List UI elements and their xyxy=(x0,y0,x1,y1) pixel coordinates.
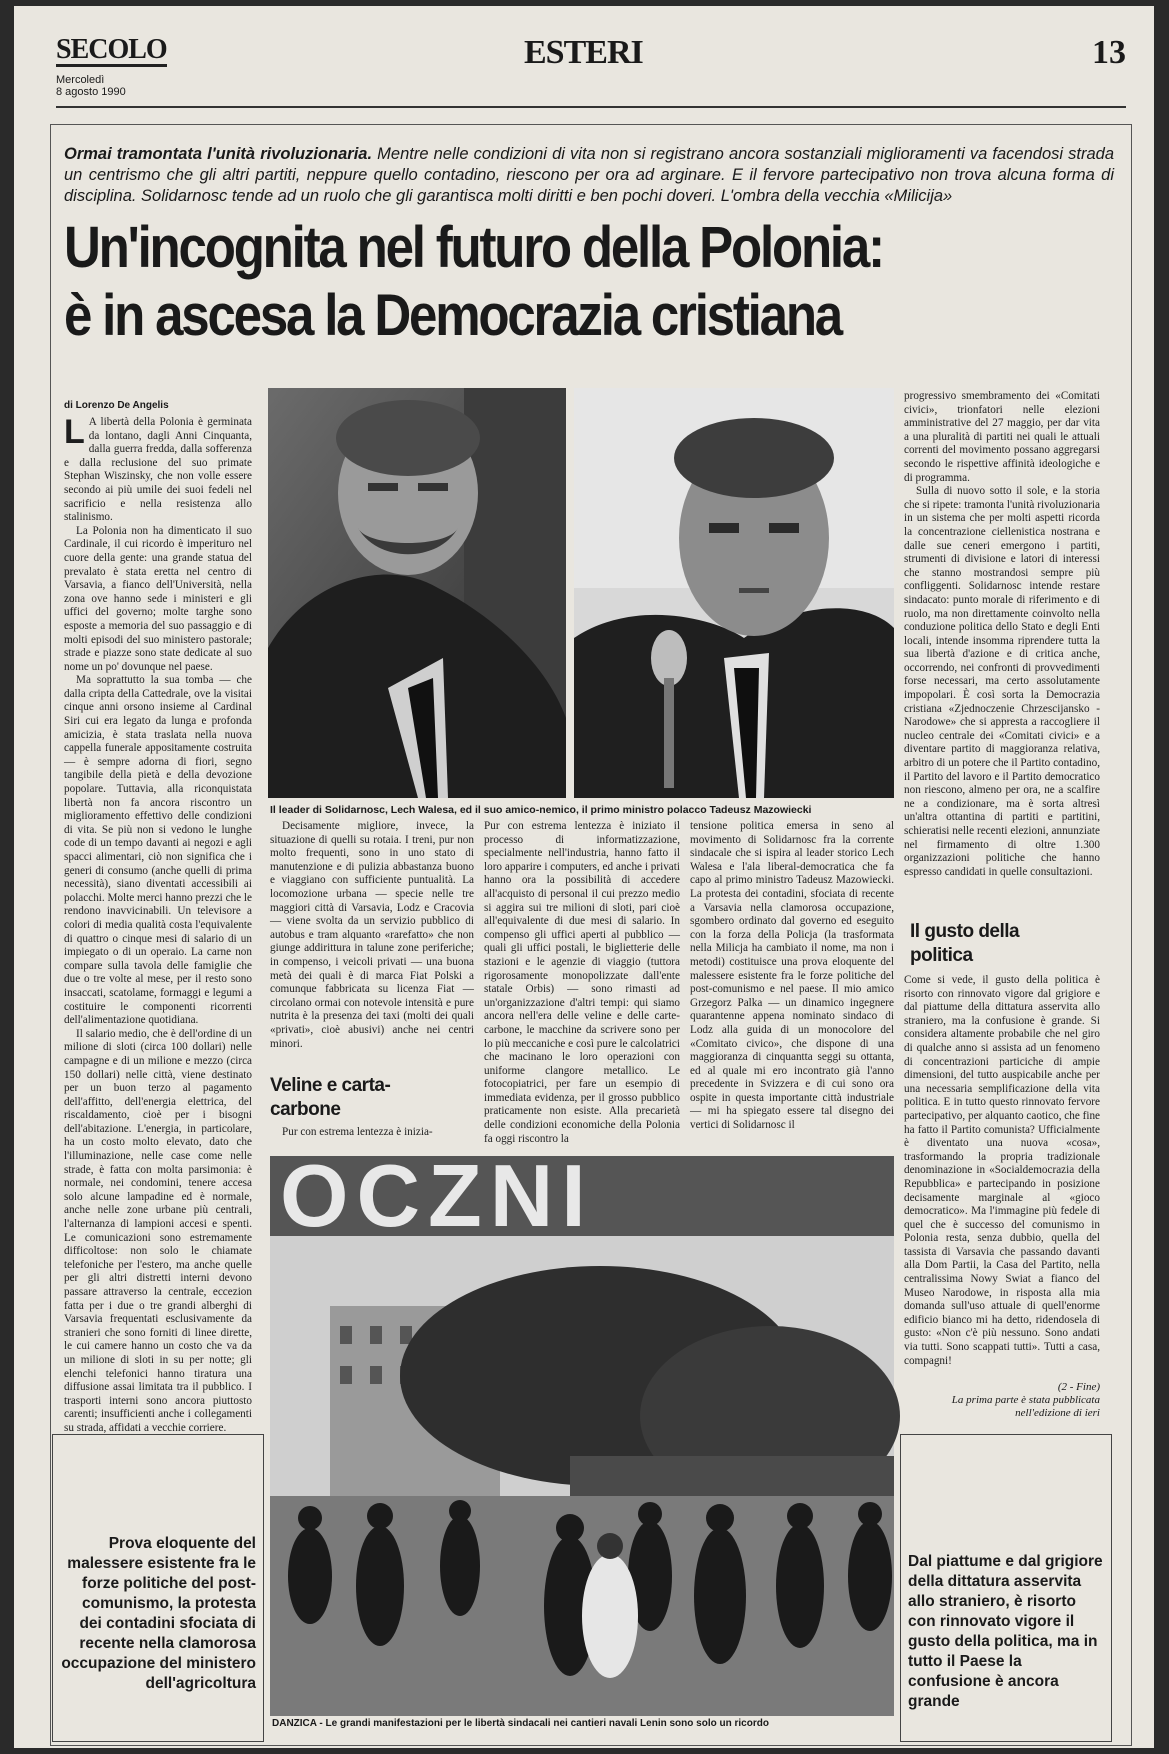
dropcap: L xyxy=(64,413,85,451)
masthead xyxy=(56,30,1126,110)
column-2-tail-start: Pur con estrema lentezza è inizia- xyxy=(282,1126,433,1138)
column-2b-paragraph: Pur con estrema lentezza è iniziato il processo di informatizzazione, specialmente nell'industria, hanno fatto il loro apparire i computers, ed anche i privati hanno ora la possibilità di accedere all'acquisto di personal il cui prezzo medio si aggira sui tre milioni di sloti, pari cioè all'equivalente di due mesi di salario. In compenso gli uffici aperti al pubblico — quali gli uffici postali, le biglietterie delle stazioni e le agenzie di viaggio (tuttora rigorosamente monopolizzate dall'ente statale Orbis) — sono rimasti ad un'organizzazione d'altri tempi: qui siamo ancora nell'era delle veline e delle carte-carbone, le macchine da scrivere sono per lo più meccaniche e così pure le calcolatrici che macinano le loro operazioni con uniforme clangore metallico. Le fotocopiatrici, per fare un esempio di immediata evidenza, per il grosso pubblico praticamente non esiste. Alla precarietà delle condizioni economiche della Polonia fa oggi riscontro la xyxy=(484,820,680,1145)
newspaper-page xyxy=(14,6,1154,1748)
article-column-1 xyxy=(64,413,252,1434)
column-3-paragraph: tensione politica emersa in seno al movimento di Solidarnosc fra la corrente sindacale che si ispira al leader storico Lech Walesa e l'ala liberal-democratica che fa capo al primo ministro Tadeusz Mazowiecki. La protesta dei contadini, sfociata di recente a Varsavia nella clamorosa occupazione, sgombero ordinato dal governo ed eseguito con la forza della Policja (la trasformata nella Milicja ha cambiato il nome, ma non i metodi) costituisce una prova eloquente del malessere esistente fra le forze politiche del post-comunismo e nel paese. Il mio amico Grzegorz Palka — un dinamico ingegnere quarantenne appena nominato sindaco di Lodz alla guida di un monocolore del «Comitato civico», che dispone di una maggioranza di cinquantta seggi su ottanta, ed al quale mi ero incontrato già l'anno precedente in Svizzera e di cui sono ora ospite in questa importante città industriale — mi ha spiegato essere tal disegno dei vertici di Solidarnosc il xyxy=(690,820,894,1132)
column-4-paragraph-2: Sulla di nuovo sotto il sole, e la storia che si ripete: tramonta l'unità rivoluzionaria in un sistema che per molti aspetti ricorda la concentrazione ciellenistica nostrana e dalle sue ceneri emergono i partiti, strumenti di divisione e latori di interessi che stanno mostrandosi sempre più confliggenti. Solidarnosc intende restare sindacato: punto morale di riferimento e di ruolo, ma non direttamente coinvolto nella conduzione politica dello Stato e degli Enti locali, intende insomma riprendere tutta la sua libertà d'azione e di critica anche, occorrendo, nei confronti di provvedimenti forse necessari, ma certo assolutamente impopolari. È così sorta la Democrazia cristiana «Zjednoczenie Chrzescijansko - Narodowe» che si appresta a raccogliere il nucleo centrale dei «Comitati civici» e a diventare partito di maggioranza relativa, arbitro di un potere che il Partito contadino, il Partito del lavoro e il Partito democratico non riescono, almeno per ora, ne a scalfire ne a condizionare, ma è sorta altresì un'altra ottantina di partiti e partitini, schieratisi nelle recenti elezioni, annunziate nel firmamento di oltre 1.300 organizzazioni politiche che hanno espresso candidati in quelle consultazioni. xyxy=(904,485,1100,878)
shipyard-caption: DANZICA - Le grandi manifestazioni per le libertà sindacali nei cantieri navali Lenin sono solo un ricordo xyxy=(272,1718,769,1729)
byline: di Lorenzo De Angelis xyxy=(64,400,169,411)
walesa-portrait-icon xyxy=(268,388,566,798)
endnote-text: La prima parte è stata pubblicata nell'edizione di ieri xyxy=(951,1394,1100,1419)
paragraph-4: Il salario medio, che è dell'ordine di un milione di sloti (circa 100 dollari) nelle campagne e di un milione e mezzo (circa 150 dollari) nelle città, viene destinato per un buon terzo al pagamento dell'affitto, dell'energia elettrica, del riscaldamento, cioè per i bisogni dell'abitazione. L'energia, in particolare, ha un costo molto elevato, dato che l'illuminazione, nelle case come nelle strade, è fatta con molta parsimonia: è normale, nei condomini, tenere accesa solo alcune lampadine ed è normale, anche nelle zone urbane più centrali, l'alternanza di lampioni accesi e spenti. Le comunicazioni sono estremamente difficoltose: non solo le chiamate telefoniche per l'estero, ma anche quelle per gli altri distretti interni devono passare attraverso la centrale, eccezion fatta per i due o tre grandi alberghi di Varsavia frequentati esclusivamente da stranieri che sono forniti di linee dirette, le cui camere hanno un costo che va da un milione di sloti in su per notte; gli elenchi telefonici hanno tiratura una diffusione assai limitata tra il pubblico. I trasporti interni sono ancora piuttosto carenti; insufficienti anche i collegamenti su strada, affidati a vecchie corriere. xyxy=(64,1027,252,1434)
column-2-paragraph: Decisamente migliore, invece, la situazione di quelli su rotaia. I treni, pur non molto frequenti, sono in uno stato di manutenzione e di pulizia abbastanza buono e viaggiano con sufficiente puntualità. La locomozione urbana — specie nelle tre maggiori città di Varsavia, Lodz e Cracovia — viene svolta da un servizio pubblico di autobus e tram alquanto «rarefatto» che non giunge addirittura in talune zone periferiche; in compenso, i veicoli privati — una buona metà dei quali è di marca Fiat Polski a comunque fabbricata su licenza Fiat — circolano ormai con notevole intensità e pure nutrita è la presenza dei taxi (molti dei quali «privati», cioè abusivi) anche nei centri minori. xyxy=(270,820,474,1050)
brand-logo: SECOLO xyxy=(56,34,167,65)
subhead-gusto: Il gusto della politica xyxy=(910,921,1020,966)
article-column-4-tail xyxy=(904,974,1100,1378)
endnote xyxy=(904,1381,1100,1420)
article-column-2-tail xyxy=(270,1126,474,1144)
portraits-caption: Il leader di Solidarnosc, Lech Walesa, ed il suo amico-nemico, il primo ministro polacco Tadeusz Mazowiecki xyxy=(270,804,812,816)
paragraph-3: Ma soprattutto la sua tomba — che dalla cripta della Cattedrale, ove la visitai cinque anni orsono insieme al Cardinal Siri cui era legato da lunga e profonda amicizia, è stata traslata nella nuova cappella funerale appositamente costruita — è sempre adorna di fiori, segno tangibile della pietà e della devozione popolare. Tuttavia, alla riconquistata libertà non fa ancora riscontro un miglioramento effettivo delle condizioni di vita. Se più non si vedono le lunghe code di un tempo davanti ai negozi e agli spacci alimentari, ciò non significa che i generi di consumo (anche quelli di prima necessità), siano diventati accessibili ai polacchi. Molte merci hanno prezzi che le rendono inavvicinabili. Un televisore a colori di media qualità costa l'equivalente di quattro o cinque mesi di salario di un impiegato o di un operaio. La carne non compare sulla tavola delle famiglie che due o tre volte al mese, per il resto sono insaccati, scatolame, formaggi e legumi a costituire le componenti ricorrenti dell'alimentazione quotidiana. xyxy=(64,674,252,1027)
summary-text: Mentre nelle condizioni di vita non si registrano ancora sostanziali miglioramenti va facendosi strada un centrismo che gli altri partiti, neppure quello contadino, riescono per ora ad arginare. E il fervore partecipativo non trova alcuna forma di disciplina. Solidarnosc tende ad un ruolo che gli garantisca molti diritti e ben pochi doveri. L'ombra della vecchia «Milicija» xyxy=(64,145,1114,205)
section-title: ESTERI xyxy=(524,34,643,71)
article-column-2b xyxy=(484,820,680,1146)
paragraph-1: L A libertà della Polonia è germinata da lontano, dagli Anni Cinquanta, dalla guerra fredda, dalla sofferenza e dalla reclusione del suo primate Stephan Wiszinsky, che non volle essere secondo ai più umile dei suoi fedeli nel sacrificio e nella resistenza allo stalinismo. xyxy=(64,413,252,524)
masthead-rule xyxy=(56,106,1126,108)
endnote-sign: (2 - Fine) xyxy=(1057,1381,1100,1393)
mazowiecki-portrait-icon xyxy=(574,388,894,798)
shipyard-photo xyxy=(270,1146,894,1716)
headline xyxy=(64,214,997,350)
pullquote-right: Dal piattume e dal grigiore della dittatura asservita allo straniero, è risorto con rinnovato vigore il gusto della politica, ma in tutto il Paese la confusione è ancora grande xyxy=(908,1553,1103,1710)
article-column-3 xyxy=(690,820,894,1146)
paragraph-2: La Polonia non ha dimenticato il suo Cardinale, il cui ricordo è imperituro nel cuore della gente: una grande statua del prevalato è stata eretta nel centro di Varsavia, a fianco dell'Università, nella zona ove hanno sede i ministeri e gli uffici del governo; molte targhe sono esposte a memoria del suo passaggio e di molti episodi del suo ministero pastorale; strade e piazze sono state dedicate al suo nome un po' dovunque nel paese. xyxy=(64,524,252,673)
article-column-4 xyxy=(904,390,1100,928)
issue-day: Mercoledì xyxy=(56,74,105,86)
issue-date xyxy=(56,74,126,98)
subhead-veline: Veline e carta-carbone xyxy=(270,1075,391,1120)
article-column-2 xyxy=(270,820,474,1074)
page-number: 13 xyxy=(1092,34,1126,71)
article-summary xyxy=(64,144,1114,207)
headline-line-2: è in ascesa la Democrazia cristiana xyxy=(64,283,841,348)
mazowiecki-photo xyxy=(574,388,894,798)
walesa-photo xyxy=(268,388,566,798)
column-4-paragraph-1: progressivo smembramento dei «Comitati civici», trionfatori nelle elezioni amministrative del 27 maggio, per dar vita a una pluralità di partiti nei quali le attuali correnti del movimento possano aggregarsi secondo le rispettive affinità ideologiche e di programma. xyxy=(904,390,1100,484)
svg-text:OCZNI: OCZNI xyxy=(280,1146,594,1245)
shipyard-crowd-icon xyxy=(270,1146,894,1716)
column-4-paragraph-3: Come si vede, il gusto della politica è risorto con rinnovato vigore dal grigiore e dal piattume della dittatura asservita allo straniero, ma la confusione è grande. Si considera altamente probabile che nel giro di qualche anno si assista ad un fenomeno di concentrazioni particiche di ampie dimensioni, del tutto auspicabile anche per una necessaria semplificazione della vita politica. E in tutto questo rinnovato fervore partecipativo, per alquanto caotico, che fine ha fatto il Partito comunista? Ufficialmente è diventato una nuova «cosa», trasformando la propria tradizionale denominazione in «Socialdemocrazia della Repubblica» e partecipando in posizione decisamente marginale al «gioco democratico». Ma l'immagine più fedele di quel che è successo del comunismo in Polonia resta, senza dubbio, quella del tassista di Varsavia che passando davanti alla Dom Partii, la Casa del Partito, nella centralissima Nowy Swiat a fianco del Museo Narodowe, in risposta alla mia domanda sull'uso attuale di quell'enorme edificio bianco mi ha detto, ridendosela di gusto: «Non c'è più nessuno. Sono andati via tutti. Sono scappati tutti». Tutti a casa, compagni! xyxy=(904,974,1100,1367)
summary-lead: Ormai tramontata l'unità rivoluzionaria. xyxy=(64,145,373,163)
pullquote-left: Prova eloquente del malessere esistente fra le forze politiche del post-comunismo, la protesta dei contadini sfociata di recente nella clamorosa occupazione del ministero dell'agricoltura xyxy=(61,1535,256,1692)
headline-line-1: Un'incognita nel futuro della Polonia: xyxy=(64,215,883,280)
issue-date-value: 8 agosto 1990 xyxy=(56,86,126,98)
